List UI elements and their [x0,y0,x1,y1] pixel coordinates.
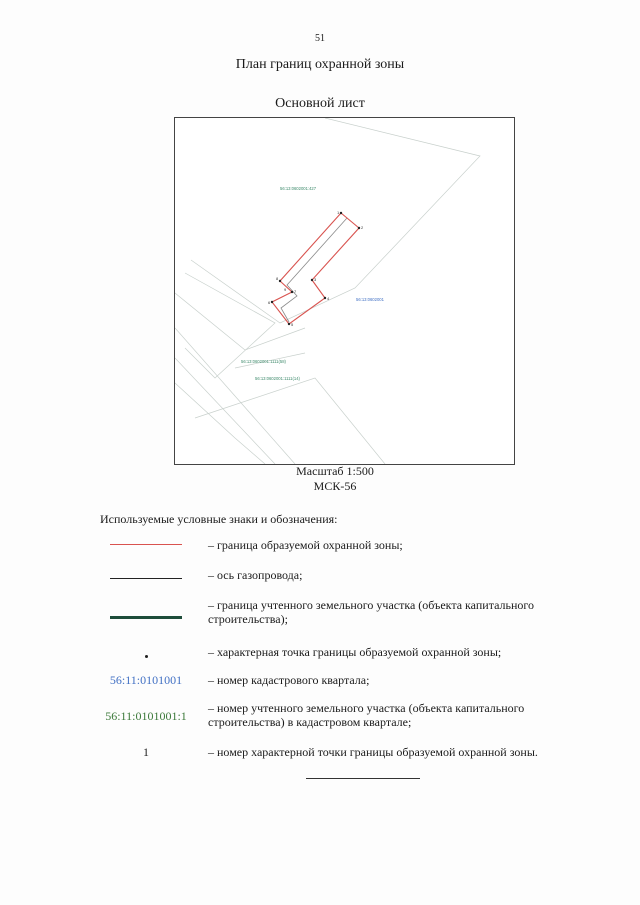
point-number: 9 [284,287,287,292]
legend-description: – граница образуемой охранной зоны; [208,538,403,552]
page-number: 51 [315,33,325,44]
legend-title: Используемые условные знаки и обозначения: [100,512,338,526]
green-thick-line-symbol [110,616,182,619]
legend-symbol [96,544,196,545]
parcel-line-g [175,383,265,464]
parcel-number-label: 56:13:0602001:1111(58) [241,359,286,364]
parcel-number-sample: 56:11:0101001:1 [105,709,187,723]
point-number-sample: 1 [143,745,149,759]
closing-divider [306,778,420,779]
legend-symbol [96,673,196,688]
point-number: 8 [276,276,279,281]
point-number: 7 [294,289,297,294]
boundary-point-dot [279,280,281,282]
point-number: 3 [314,277,317,282]
point-number: 1 [337,210,340,215]
map-drawing [175,118,514,464]
legend-description: – граница учтенного земельного участка (объекта капитального строительства); [208,598,535,626]
legend-symbol [96,616,196,619]
black-line-symbol [110,578,182,579]
legend-symbol [96,745,196,760]
boundary-point-dot [311,279,313,281]
legend-description: – номер кадастрового квартала; [208,673,370,687]
legend-description: – ось газопровода; [208,568,303,582]
boundary-point-dot [340,212,342,214]
legend-description: – характерная точка границы образуемой охранной зоны; [208,645,502,659]
boundary-points [271,212,360,325]
parcel-line-a [191,118,480,323]
boundary-point-dot [288,323,290,325]
legend-symbol [96,709,196,724]
red-line-symbol [110,544,182,545]
point-number: 2 [361,225,364,230]
parcel-line-c [175,293,305,350]
quarter-number-sample: 56:11:0101001 [109,673,183,687]
point-number: 4 [327,296,330,301]
boundary-plan-map [174,117,515,465]
legend-description: – номер характерной точки границы образуемой охранной зоны. [208,745,538,759]
boundary-point-dot [324,297,326,299]
protection-zone-boundary [272,213,359,324]
boundary-point-dot [271,301,273,303]
parcel-line-f [195,378,385,464]
legend-symbol [96,655,196,658]
sheet-subtitle: Основной лист [275,96,365,111]
point-number: 5 [291,322,294,327]
boundary-point-dot [358,227,360,229]
point-dot-symbol [145,655,148,658]
point-number: 6 [268,300,271,305]
quarter-number-label: 56:13:0602001 [356,297,384,302]
parcel-number-label: 56:13:0602001:1111(14) [255,376,300,381]
parcel-number-label: 56:13:0602001:427 [280,186,317,191]
parcel-line-e [175,358,275,464]
map-scale: Масштаб 1:500 [296,464,374,478]
legend-symbol [96,578,196,579]
boundary-point-dot [291,291,293,293]
legend-description: – номер учтенного земельного участка (объекта капитального строительства) в кадастровом квартале; [208,701,525,729]
parcel-line-d [175,328,295,464]
parcel-lines [175,118,480,464]
page-title: План границ охранной зоны [235,57,405,72]
coordinate-system: МСК-56 [313,479,357,493]
